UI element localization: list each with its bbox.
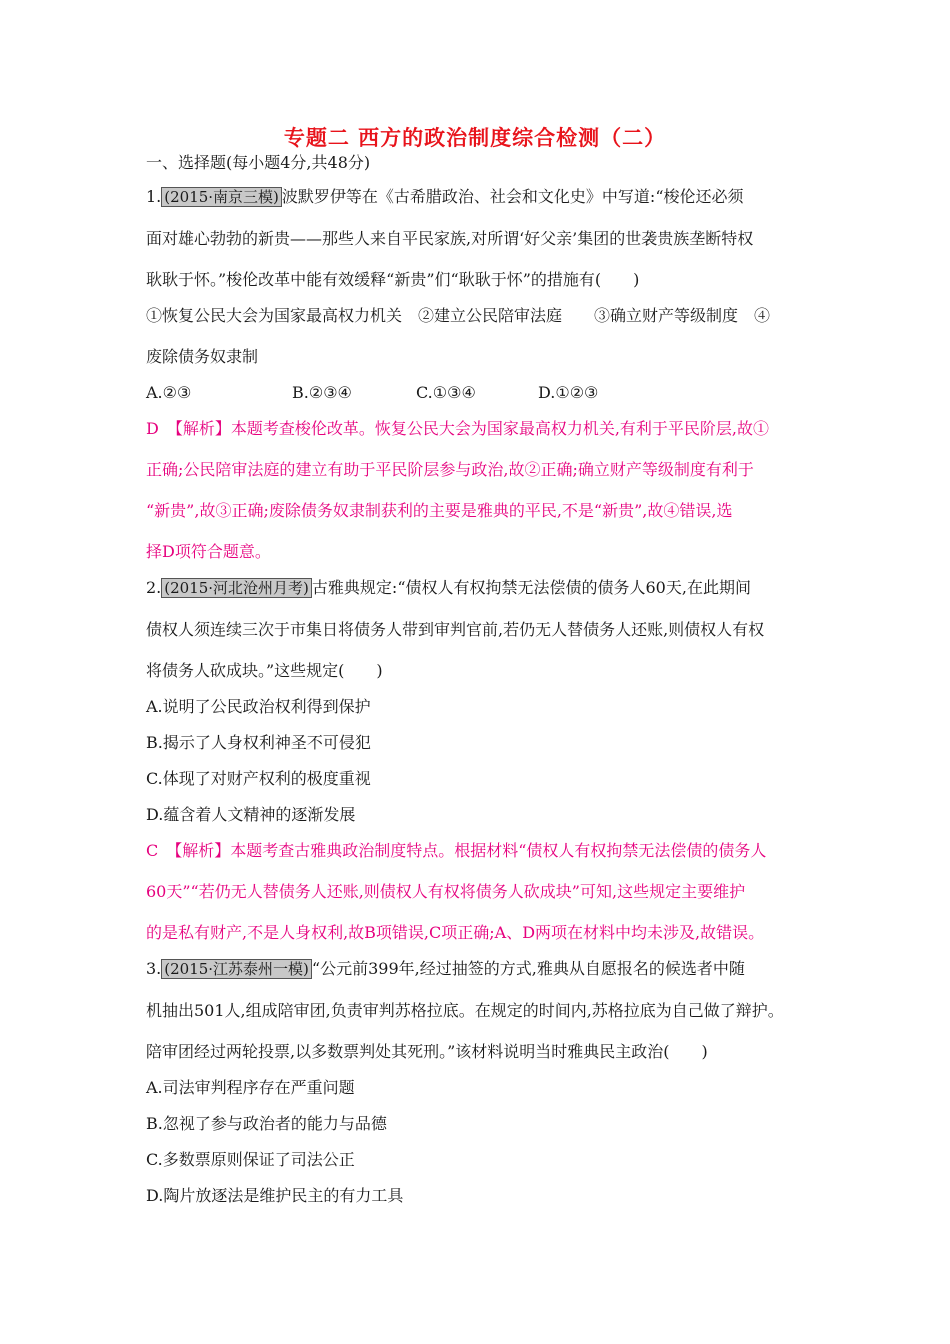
question-1-options xyxy=(146,383,598,403)
question-2-option-d: D.蕴含着人文精神的逐渐发展 xyxy=(146,805,356,824)
question-2-line-3: 将债务人砍成块。”这些规定( ) xyxy=(146,661,383,680)
question-1-line-2: 面对雄心勃勃的新贵——那些人来自平民家族,对所谓‘好父亲’集团的世袭贵族垄断特权 xyxy=(146,229,754,248)
question-2-option-a: A.说明了公民政治权利得到保护 xyxy=(146,697,371,716)
question-3-line-1 xyxy=(146,959,745,979)
question-2-line-1 xyxy=(146,578,751,598)
question-3-option-b: B.忽视了参与政治者的能力与品德 xyxy=(146,1114,387,1133)
answer-2-line-3: 的是私有财产,不是人身权利,故B项错误,C项正确;A、D两项在材料中均未涉及,故错误。 xyxy=(146,923,765,942)
answer-1-line-4: 择D项符合题意。 xyxy=(146,542,271,561)
question-number: 3. xyxy=(146,959,162,978)
question-2-option-b: B.揭示了人身权利神圣不可侵犯 xyxy=(146,733,371,752)
source-tag: (2015·南京三模) xyxy=(161,187,282,207)
option-a: A.②③ xyxy=(146,383,192,402)
question-1-line-1 xyxy=(146,187,744,207)
section-heading: 一、选择题(每小题4分,共48分) xyxy=(146,153,371,172)
question-3-option-d: D.陶片放逐法是维护民主的有力工具 xyxy=(146,1186,404,1205)
question-number: 1. xyxy=(146,187,162,206)
answer-2-line-2: 60天”“若仍无人替债务人还账,则债权人有权将债务人砍成块”可知,这些规定主要维护 xyxy=(146,882,746,901)
option-b: B.②③④ xyxy=(292,383,352,402)
question-1-items-1: ①恢复公民大会为国家最高权力机关 ②建立公民陪审法庭 ③确立财产等级制度 ④ xyxy=(146,306,771,325)
answer-1-line-2: 正确;公民陪审法庭的建立有助于平民阶层参与政治,故②正确;确立财产等级制度有利于 xyxy=(146,460,754,479)
option-c: C.①③④ xyxy=(416,383,476,402)
source-tag: (2015·江苏泰州一模) xyxy=(161,959,312,979)
question-2-line-2: 债权人须连续三次于市集日将债务人带到审判官前,若仍无人替债务人还账,则债权人有权 xyxy=(146,620,765,639)
question-number: 2. xyxy=(146,578,162,597)
answer-1-line-3: “新贵”,故③正确;废除债务奴隶制获利的主要是雅典的平民,不是“新贵”,故④错误,选 xyxy=(146,501,733,520)
question-1-items-2: 废除债务奴隶制 xyxy=(146,347,259,366)
question-text: 波默罗伊等在《古希腊政治、社会和文化史》中写道:“梭伦还必须 xyxy=(281,187,744,206)
page-title: 专题二 西方的政治制度综合检测（二） xyxy=(283,125,667,150)
question-2-option-c: C.体现了对财产权利的极度重视 xyxy=(146,769,371,788)
question-1-line-3: 耿耿于怀。”梭伦改革中能有效缓释“新贵”们“耿耿于怀”的措施有( ) xyxy=(146,270,640,289)
question-3-option-c: C.多数票原则保证了司法公正 xyxy=(146,1150,355,1169)
question-3-option-a: A.司法审判程序存在严重问题 xyxy=(146,1078,355,1097)
question-3-line-2: 机抽出501人,组成陪审团,负责审判苏格拉底。在规定的时间内,苏格拉底为自己做了辩护。 xyxy=(146,1001,784,1020)
question-3-line-3: 陪审团经过两轮投票,以多数票判处其死刑。”该材料说明当时雅典民主政治( ) xyxy=(146,1042,708,1061)
option-d: D.①②③ xyxy=(538,383,599,402)
source-tag: (2015·河北沧州月考) xyxy=(161,578,312,598)
question-text: “公元前399年,经过抽签的方式,雅典从自愿报名的候选者中随 xyxy=(311,959,745,978)
question-text: 古雅典规定:“债权人有权拘禁无法偿债的债务人60天,在此期间 xyxy=(311,578,751,597)
answer-2-line-1: C 【解析】本题考查古雅典政治制度特点。根据材料“债权人有权拘禁无法偿债的债务人 xyxy=(146,841,767,860)
answer-1-line-1: D 【解析】本题考查梭伦改革。恢复公民大会为国家最高权力机关,有利于平民阶层,故① xyxy=(146,419,770,438)
